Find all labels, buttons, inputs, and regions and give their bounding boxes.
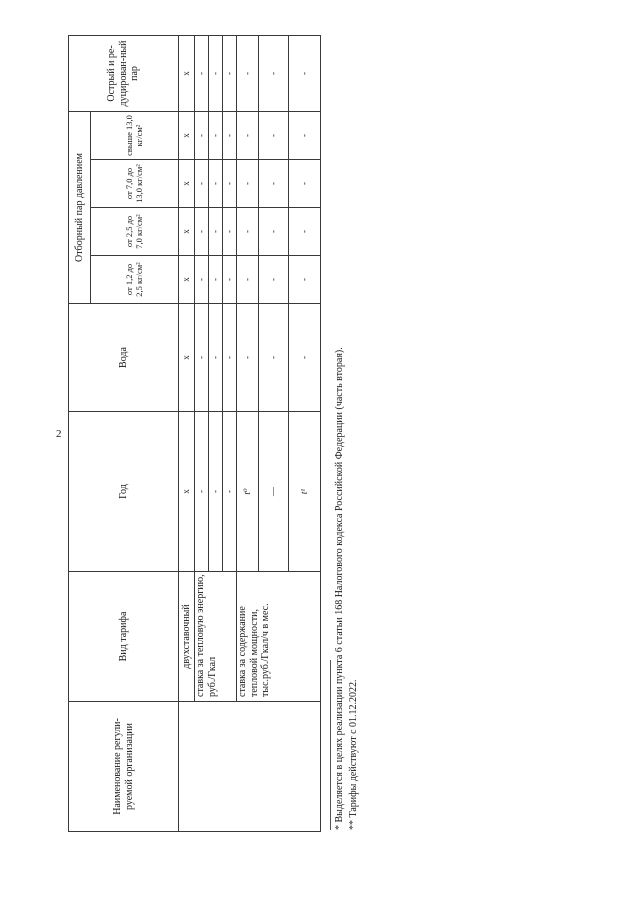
steam-4-cell: - — [289, 111, 321, 159]
steam-2-cell: - — [289, 208, 321, 256]
steam-sharp-cell: x — [179, 35, 195, 111]
steam-sharp-cell: - — [209, 35, 223, 111]
footnote-vat: * Выделяется в целях реализации пункта 6 статьи 168 Налогового кодекса Российской Федерации (часть вторая). — [334, 347, 345, 830]
steam-2-cell: - — [209, 208, 223, 256]
steam-3-cell: - — [195, 160, 209, 208]
steam-1-cell: - — [209, 256, 223, 304]
header-steam-group: Отборный пар давлением — [69, 111, 91, 303]
page-number: 2 — [56, 428, 62, 440]
steam-2-cell: x — [179, 208, 195, 256]
year-cell: — — [259, 412, 289, 572]
header-year: Год — [69, 412, 179, 572]
tariff-type-two-part: двухставочный — [179, 572, 195, 702]
steam-1-cell: - — [259, 256, 289, 304]
water-cell: - — [259, 304, 289, 412]
header-steam-1: от 1,2 до 2,5 кг/см² — [91, 256, 179, 304]
tariff-type-capacity-rate: ставка за содержание тепловой мощности, тыс.руб./Гкал/ч в мес. — [237, 572, 321, 702]
steam-2-cell: - — [195, 208, 209, 256]
steam-4-cell: - — [237, 111, 259, 159]
year-cell: - — [223, 412, 237, 572]
header-steam-3: от 7,0 до 13,0 кг/см² — [91, 160, 179, 208]
steam-4-cell: - — [209, 111, 223, 159]
year-cell: t¹ — [289, 412, 321, 572]
header-steam-4: свыше 13,0 кг/см² — [91, 111, 179, 159]
tariff-table — [68, 35, 321, 832]
tariff-type-energy-rate: ставка за тепловую энергию, руб./Гкал — [195, 572, 237, 702]
header-steam-2: от 2,5 до 7,0 кг/см² — [91, 208, 179, 256]
header-org-name: Наименование регули-руемой организации — [69, 702, 179, 832]
steam-1-cell: - — [289, 256, 321, 304]
table-row — [179, 35, 195, 831]
year-cell: - — [195, 412, 209, 572]
year-cell: - — [209, 412, 223, 572]
header-steam-sharp: Острый и ре-дуцирован-ный пар — [69, 35, 179, 111]
year-cell: t⁰ — [237, 412, 259, 572]
water-cell: - — [209, 304, 223, 412]
steam-2-cell: - — [237, 208, 259, 256]
steam-2-cell: - — [223, 208, 237, 256]
steam-1-cell: - — [223, 256, 237, 304]
steam-3-cell: - — [223, 160, 237, 208]
steam-4-cell: - — [223, 111, 237, 159]
steam-sharp-cell: - — [237, 35, 259, 111]
steam-4-cell: - — [195, 111, 209, 159]
water-cell: - — [237, 304, 259, 412]
steam-3-cell: - — [259, 160, 289, 208]
header-tariff-type: Вид тарифа — [69, 572, 179, 702]
steam-3-cell: x — [179, 160, 195, 208]
steam-1-cell: - — [195, 256, 209, 304]
year-cell: x — [179, 412, 195, 572]
steam-sharp-cell: - — [289, 35, 321, 111]
steam-3-cell: - — [209, 160, 223, 208]
steam-2-cell: - — [259, 208, 289, 256]
water-cell: x — [179, 304, 195, 412]
steam-sharp-cell: - — [223, 35, 237, 111]
steam-1-cell: - — [237, 256, 259, 304]
steam-3-cell: - — [289, 160, 321, 208]
steam-sharp-cell: - — [259, 35, 289, 111]
footnote-effective-date: ** Тарифы действуют с 01.12.2022. — [348, 679, 359, 830]
water-cell: - — [289, 304, 321, 412]
header-water: Вода — [69, 304, 179, 412]
steam-4-cell: x — [179, 111, 195, 159]
water-cell: - — [195, 304, 209, 412]
steam-3-cell: - — [237, 160, 259, 208]
steam-sharp-cell: - — [195, 35, 209, 111]
water-cell: - — [223, 304, 237, 412]
org-name-cell — [179, 702, 321, 832]
steam-4-cell: - — [259, 111, 289, 159]
steam-1-cell: x — [179, 256, 195, 304]
rotated-landscape-content — [68, 32, 368, 832]
footnote-divider — [330, 660, 331, 830]
